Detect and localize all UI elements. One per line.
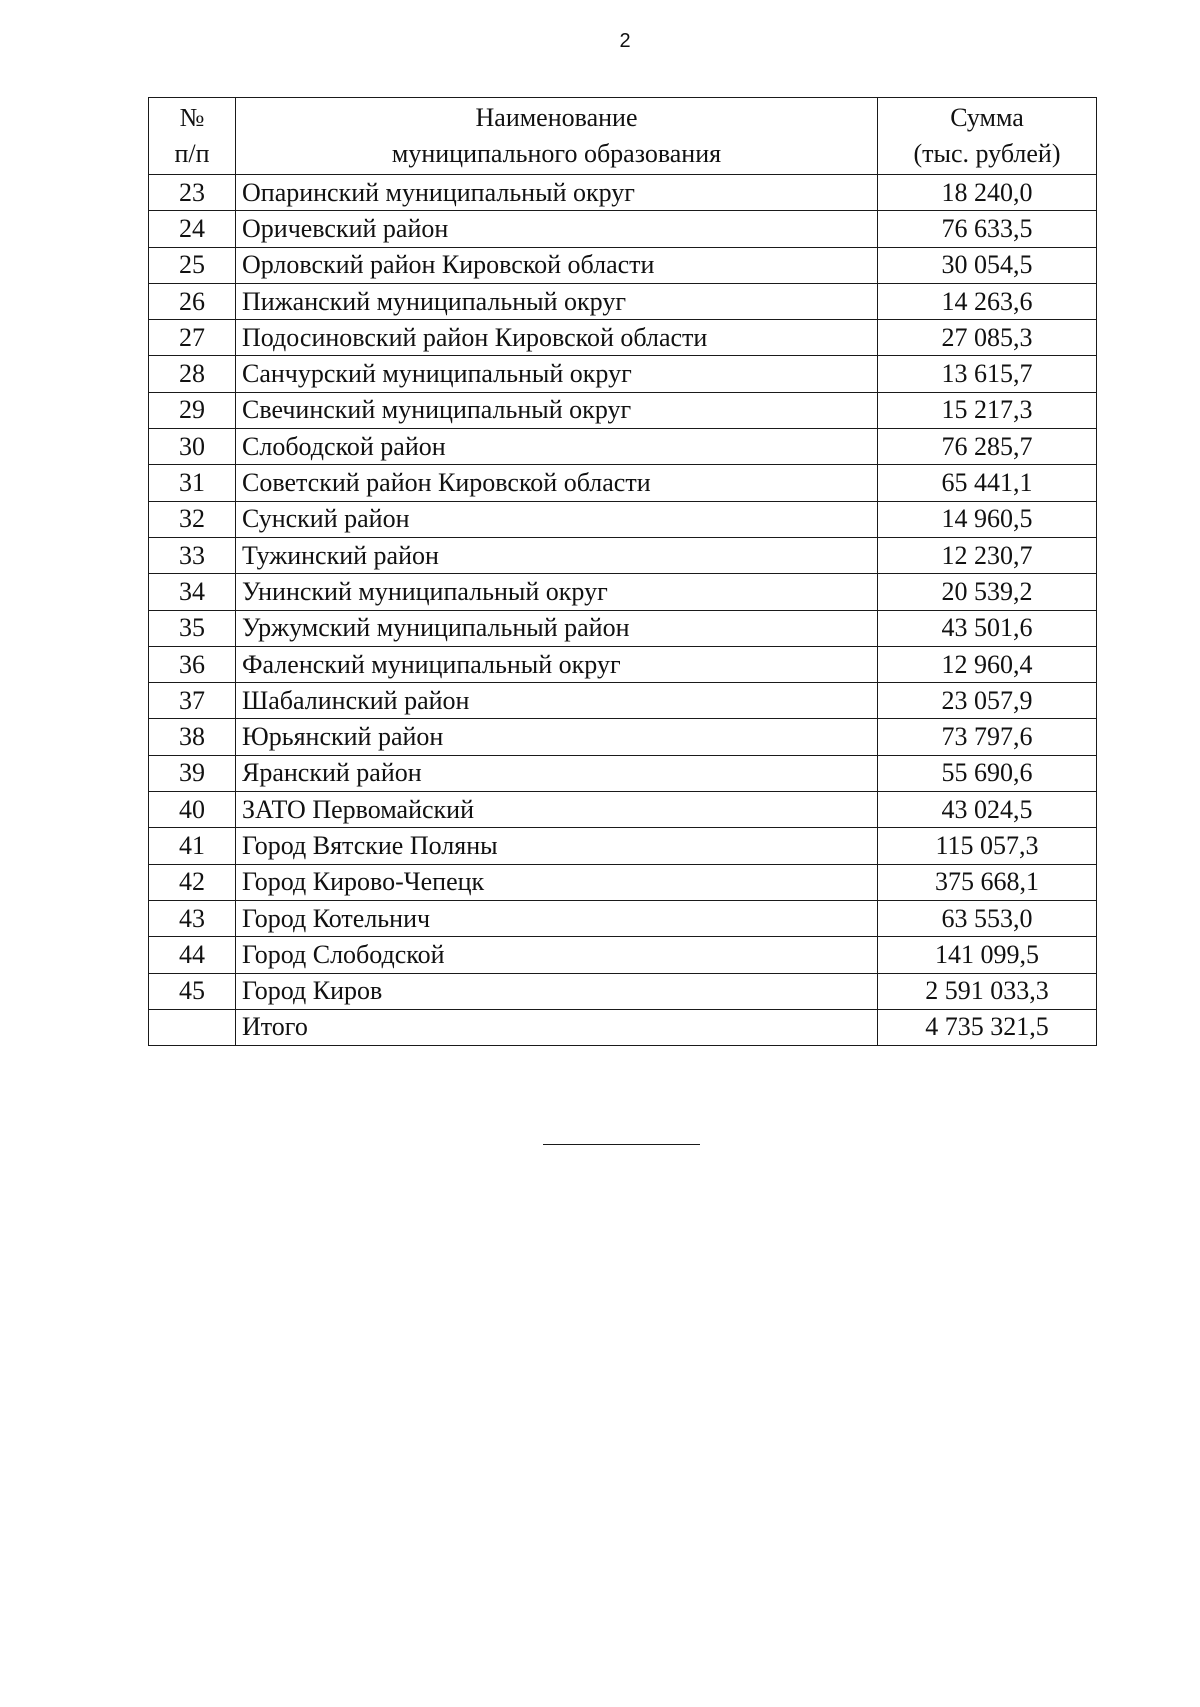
row-sum: 27 085,3 <box>878 320 1097 356</box>
allocation-table <box>148 97 1097 1046</box>
row-number: 28 <box>149 356 236 392</box>
row-sum: 73 797,6 <box>878 719 1097 755</box>
row-name: Город Вятские Поляны <box>236 828 878 864</box>
table-row <box>149 900 1097 936</box>
row-sum: 23 057,9 <box>878 683 1097 719</box>
row-sum: 65 441,1 <box>878 465 1097 501</box>
table-row <box>149 320 1097 356</box>
row-name: Оричевский район <box>236 211 878 247</box>
row-number: 26 <box>149 283 236 319</box>
table-row <box>149 356 1097 392</box>
row-name: Уржумский муниципальный район <box>236 610 878 646</box>
table-row <box>149 175 1097 211</box>
row-sum: 43 501,6 <box>878 610 1097 646</box>
row-name: Город Кирово-Чепецк <box>236 864 878 900</box>
row-name: Город Котельнич <box>236 900 878 936</box>
row-name: Пижанский муниципальный округ <box>236 283 878 319</box>
table-row <box>149 429 1097 465</box>
header-row <box>149 98 1097 175</box>
total-sum: 4 735 321,5 <box>878 1009 1097 1045</box>
table-row <box>149 283 1097 319</box>
row-name: Шабалинский район <box>236 683 878 719</box>
row-number: 30 <box>149 429 236 465</box>
row-sum: 14 960,5 <box>878 501 1097 537</box>
table-row <box>149 719 1097 755</box>
row-sum: 20 539,2 <box>878 574 1097 610</box>
row-number: 32 <box>149 501 236 537</box>
row-sum: 2 591 033,3 <box>878 973 1097 1009</box>
row-name: Орловский район Кировской области <box>236 247 878 283</box>
table-row <box>149 392 1097 428</box>
table-row <box>149 537 1097 573</box>
header-name-line-1: Наименование <box>475 103 638 132</box>
table-row <box>149 465 1097 501</box>
row-number: 39 <box>149 755 236 791</box>
row-number: 42 <box>149 864 236 900</box>
row-name: Слободской район <box>236 429 878 465</box>
row-sum: 30 054,5 <box>878 247 1097 283</box>
total-label: Итого <box>236 1009 878 1045</box>
row-number: 41 <box>149 828 236 864</box>
row-number: 36 <box>149 646 236 682</box>
row-sum: 55 690,6 <box>878 755 1097 791</box>
row-sum: 14 263,6 <box>878 283 1097 319</box>
table-row <box>149 683 1097 719</box>
total-number <box>149 1009 236 1045</box>
row-name: ЗАТО Первомайский <box>236 792 878 828</box>
table-row <box>149 755 1097 791</box>
total-row <box>149 1009 1097 1045</box>
row-name: Яранский район <box>236 755 878 791</box>
row-sum: 13 615,7 <box>878 356 1097 392</box>
row-sum: 76 285,7 <box>878 429 1097 465</box>
row-name: Санчурский муниципальный округ <box>236 356 878 392</box>
row-sum: 18 240,0 <box>878 175 1097 211</box>
header-sum-line-2: (тыс. рублей) <box>913 139 1061 168</box>
row-name: Подосиновский район Кировской области <box>236 320 878 356</box>
row-sum: 12 960,4 <box>878 646 1097 682</box>
row-number: 23 <box>149 175 236 211</box>
row-name: Юрьянский район <box>236 719 878 755</box>
header-sum-line-1: Сумма <box>950 103 1024 132</box>
row-name: Свечинский муниципальный округ <box>236 392 878 428</box>
row-number: 38 <box>149 719 236 755</box>
row-number: 33 <box>149 537 236 573</box>
row-number: 37 <box>149 683 236 719</box>
end-of-document-rule <box>543 1144 700 1145</box>
header-number-line-2: п/п <box>174 139 210 168</box>
row-number: 31 <box>149 465 236 501</box>
row-number: 34 <box>149 574 236 610</box>
row-name: Советский район Кировской области <box>236 465 878 501</box>
row-name: Опаринский муниципальный округ <box>236 175 878 211</box>
row-name: Фаленский муниципальный округ <box>236 646 878 682</box>
row-number: 43 <box>149 900 236 936</box>
header-number <box>149 98 236 175</box>
table-row <box>149 937 1097 973</box>
table-row <box>149 828 1097 864</box>
row-sum: 12 230,7 <box>878 537 1097 573</box>
table-row <box>149 610 1097 646</box>
table-row <box>149 792 1097 828</box>
row-number: 29 <box>149 392 236 428</box>
table-row <box>149 247 1097 283</box>
row-number: 35 <box>149 610 236 646</box>
row-name: Сунский район <box>236 501 878 537</box>
table-row <box>149 574 1097 610</box>
row-number: 45 <box>149 973 236 1009</box>
row-number: 24 <box>149 211 236 247</box>
header-sum <box>878 98 1097 175</box>
row-sum: 63 553,0 <box>878 900 1097 936</box>
table-row <box>149 646 1097 682</box>
page-number: 2 <box>619 30 631 52</box>
row-number: 27 <box>149 320 236 356</box>
row-name: Город Киров <box>236 973 878 1009</box>
row-sum: 375 668,1 <box>878 864 1097 900</box>
table-header <box>149 98 1097 175</box>
row-sum: 15 217,3 <box>878 392 1097 428</box>
row-sum: 115 057,3 <box>878 828 1097 864</box>
row-sum: 43 024,5 <box>878 792 1097 828</box>
header-name <box>236 98 878 175</box>
table-row <box>149 501 1097 537</box>
row-number: 25 <box>149 247 236 283</box>
row-sum: 76 633,5 <box>878 211 1097 247</box>
header-number-line-1: № <box>179 103 205 132</box>
row-number: 44 <box>149 937 236 973</box>
table-row <box>149 211 1097 247</box>
row-name: Тужинский район <box>236 537 878 573</box>
table-row <box>149 973 1097 1009</box>
table-row <box>149 864 1097 900</box>
row-number: 40 <box>149 792 236 828</box>
table-body <box>149 175 1097 1046</box>
header-name-line-2: муниципального образования <box>391 139 722 168</box>
row-name: Унинский муниципальный округ <box>236 574 878 610</box>
row-name: Город Слободской <box>236 937 878 973</box>
row-sum: 141 099,5 <box>878 937 1097 973</box>
